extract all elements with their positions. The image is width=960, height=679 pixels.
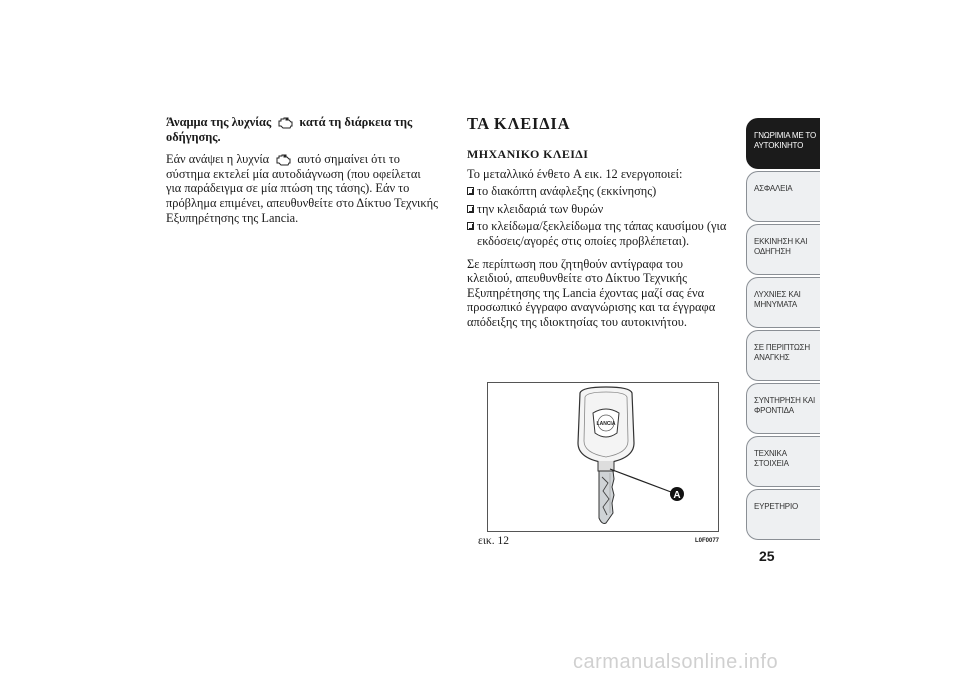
tab-getting-to-know[interactable]: [746, 118, 820, 169]
right-column: [467, 115, 729, 338]
tab-index[interactable]: [746, 489, 820, 540]
checkbox-bullet-icon: [467, 187, 474, 195]
callout-a-label: A: [673, 490, 681, 501]
section-title: ΤΑ ΚΛΕΙΔΙΑ: [467, 114, 571, 133]
watermark: carmanualsonline.info: [573, 651, 779, 673]
lancia-logo-text: LANCIA: [596, 421, 616, 427]
bullet-item: [467, 202, 729, 217]
engine-warning-icon-inline: [275, 153, 291, 166]
warning-paragraph: [166, 152, 438, 225]
chapter-tabs: [746, 118, 820, 542]
bullet-item: [467, 219, 729, 248]
tab-emergency[interactable]: [746, 330, 820, 381]
tab-label: ΕΥΡΕΤΗΡΙΟ: [754, 502, 798, 511]
bullet-text: το διακόπτη ανάφλεξης (εκκίνησης): [477, 184, 657, 199]
tab-label: ΟΔΗΓΗΣΗ: [754, 247, 791, 256]
tab-label: ΑΝΑΓΚΗΣ: [754, 353, 790, 362]
tab-label: ΕΚΚΙΝΗΣΗ ΚΑΙ: [754, 237, 808, 246]
warning-heading: [166, 115, 438, 144]
left-column: [166, 115, 438, 233]
tab-label: ΛΥΧΝΙΕΣ ΚΑΙ: [754, 290, 801, 299]
tab-label: ΓΝΩΡΙΜΙΑ ΜΕ ΤΟ: [754, 131, 816, 140]
mechanical-key-illustration: [488, 383, 718, 531]
figure-caption: εικ. 12: [478, 535, 509, 547]
tab-safety[interactable]: [746, 171, 820, 222]
tab-label: ΦΡΟΝΤΙΔΑ: [754, 406, 794, 415]
tab-starting-driving[interactable]: [746, 224, 820, 275]
checkbox-bullet-icon: [467, 205, 474, 213]
tab-label: ΑΥΤΟΚΙΝΗΤΟ: [754, 141, 804, 150]
checkbox-bullet-icon: [467, 222, 474, 230]
paragraph-text-2: αυτό σημαίνει ότι το σύστημα εκτελεί μία αυτοδιάγνωση (που οφείλεται για παράδειγμα σε μία πτώση της τάσης). Εάν το πρόβλημα επιμένει, απευθυνθείτε στο Δίκτυο Τεχνικής Εξυπηρέτησης της Lancia.: [166, 152, 439, 225]
tab-warning-lights[interactable]: [746, 277, 820, 328]
tab-label: ΜΗΝΥΜΑΤΑ: [754, 300, 797, 309]
key-figure: [487, 382, 719, 532]
bullet-text: το κλείδωμα/ξεκλείδωμα της τάπας καυσίμου (για εκδόσεις/αγορές στις οποίες προβλέπεται).: [477, 219, 727, 248]
intro-text: Το μεταλλικό ένθετο A εικ. 12 ενεργοποιεί:: [467, 166, 683, 181]
tab-label: ΑΣΦΑΛΕΙΑ: [754, 184, 793, 193]
tab-maintenance[interactable]: [746, 383, 820, 434]
heading-text-2: κατά τη διάρκεια της: [299, 115, 413, 129]
tab-label: ΤΕΧΝΙΚΑ ΣΤΟΙΧΕΙΑ: [754, 449, 789, 468]
figure-code: L0F0077: [695, 538, 720, 544]
page-number: 25: [759, 548, 775, 564]
tab-technical-data[interactable]: [746, 436, 820, 487]
bullet-text: την κλειδαριά των θυρών: [477, 201, 604, 216]
paragraph-text-1: Εάν ανάψει η λυχνία: [166, 152, 270, 167]
engine-warning-icon: [277, 116, 293, 129]
heading-text-1: Άναμμα της λυχνίας: [166, 115, 272, 129]
bullet-item: [467, 184, 729, 199]
heading-text-3: οδήγησης.: [166, 129, 221, 144]
subsection-title: ΜΗΧΑΝΙΚΟ ΚΛΕΙΔΙ: [467, 147, 589, 161]
duplicate-keys-paragraph: Σε περίπτωση που ζητηθούν αντίγραφα του κλειδιού, απευθυνθείτε στο Δίκτυο Τεχνικής Εξυπηρέτησης της Lancia έχοντας μαζί σας ένα προσωπικό έγγραφο αναγνώρισης και τα έγγραφα απόδειξης της ιδιοκτησίας του αυτοκινήτου.: [467, 256, 716, 329]
tab-label: ΣΕ ΠΕΡΙΠΤΩΣΗ: [754, 343, 810, 352]
tab-label: ΣΥΝΤΗΡΗΣΗ ΚΑΙ: [754, 396, 816, 405]
